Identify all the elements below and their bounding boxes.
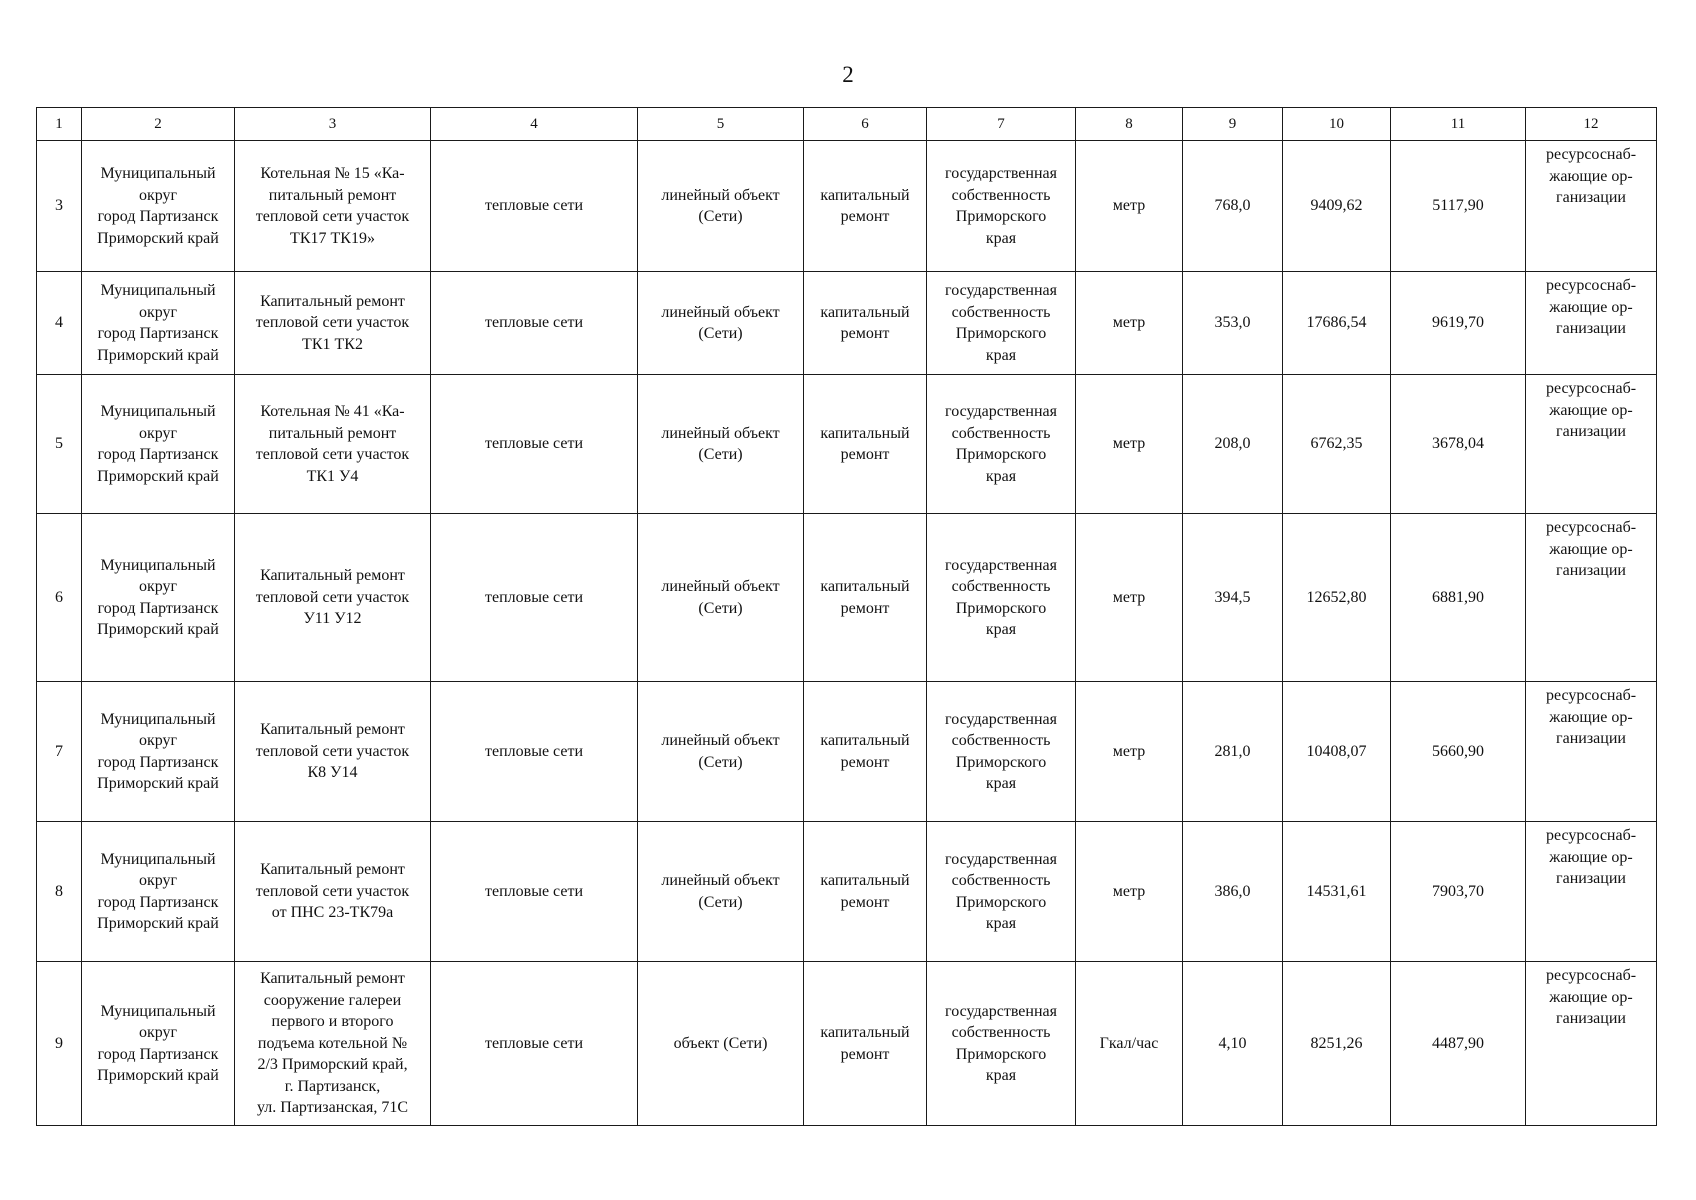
column-header: 10 — [1283, 108, 1391, 141]
unit-cell: метр — [1076, 682, 1183, 822]
unit-cell: метр — [1076, 822, 1183, 962]
row-number-cell: 7 — [37, 682, 82, 822]
object-kind-cell: линейный объект (Сети) — [638, 514, 804, 682]
network-type-cell: тепловые сети — [431, 141, 638, 272]
object-name-cell: Котельная № 41 «Ка- питальный ремонт тепловой сети участок ТК1 У4 — [235, 375, 431, 514]
executor-cell: ресурсоснаб- жающие ор- ганизации — [1526, 822, 1657, 962]
ownership-cell: государственная собственность Приморского края — [927, 962, 1076, 1126]
cost-total-cell: 9409,62 — [1283, 141, 1391, 272]
cost-total-cell: 6762,35 — [1283, 375, 1391, 514]
network-type-cell: тепловые сети — [431, 514, 638, 682]
network-type-cell: тепловые сети — [431, 682, 638, 822]
data-table — [36, 107, 1657, 1126]
object-name-cell: Капитальный ремонт тепловой сети участок от ПНС 23-ТК79а — [235, 822, 431, 962]
executor-cell: ресурсоснаб- жающие ор- ганизации — [1526, 514, 1657, 682]
cost-total-cell: 14531,61 — [1283, 822, 1391, 962]
column-header: 1 — [37, 108, 82, 141]
cost-part-cell: 5660,90 — [1391, 682, 1526, 822]
cost-total-cell: 12652,80 — [1283, 514, 1391, 682]
quantity-cell: 353,0 — [1183, 272, 1283, 375]
object-name-cell: Капитальный ремонт тепловой сети участок У11 У12 — [235, 514, 431, 682]
work-type-cell: капитальный ремонт — [804, 514, 927, 682]
municipality-cell: Муниципальный округ город Партизанск Приморский край — [82, 822, 235, 962]
object-name-cell: Капитальный ремонт тепловой сети участок ТК1 ТК2 — [235, 272, 431, 375]
work-type-cell: капитальный ремонт — [804, 141, 927, 272]
quantity-cell: 394,5 — [1183, 514, 1283, 682]
executor-cell: ресурсоснаб- жающие ор- ганизации — [1526, 375, 1657, 514]
network-type-cell: тепловые сети — [431, 272, 638, 375]
municipality-cell: Муниципальный округ город Партизанск Приморский край — [82, 514, 235, 682]
cost-part-cell: 5117,90 — [1391, 141, 1526, 272]
municipality-cell: Муниципальный округ город Партизанск Приморский край — [82, 962, 235, 1126]
column-header: 5 — [638, 108, 804, 141]
table-row — [37, 272, 1657, 375]
column-header: 7 — [927, 108, 1076, 141]
municipality-cell: Муниципальный округ город Партизанск Приморский край — [82, 375, 235, 514]
work-type-cell: капитальный ремонт — [804, 962, 927, 1126]
municipality-cell: Муниципальный округ город Партизанск Приморский край — [82, 682, 235, 822]
ownership-cell: государственная собственность Приморского края — [927, 822, 1076, 962]
quantity-cell: 4,10 — [1183, 962, 1283, 1126]
unit-cell: метр — [1076, 514, 1183, 682]
table-row — [37, 514, 1657, 682]
quantity-cell: 208,0 — [1183, 375, 1283, 514]
quantity-cell: 386,0 — [1183, 822, 1283, 962]
row-number-cell: 9 — [37, 962, 82, 1126]
column-header: 4 — [431, 108, 638, 141]
object-name-cell: Капитальный ремонт тепловой сети участок К8 У14 — [235, 682, 431, 822]
row-number-cell: 4 — [37, 272, 82, 375]
column-header: 2 — [82, 108, 235, 141]
column-header: 9 — [1183, 108, 1283, 141]
ownership-cell: государственная собственность Приморского края — [927, 272, 1076, 375]
unit-cell: Гкал/час — [1076, 962, 1183, 1126]
executor-cell: ресурсоснаб- жающие ор- ганизации — [1526, 682, 1657, 822]
ownership-cell: государственная собственность Приморского края — [927, 682, 1076, 822]
executor-cell: ресурсоснаб- жающие ор- ганизации — [1526, 962, 1657, 1126]
executor-cell: ресурсоснаб- жающие ор- ганизации — [1526, 272, 1657, 375]
municipality-cell: Муниципальный округ город Партизанск Приморский край — [82, 272, 235, 375]
page-number: 2 — [842, 62, 854, 87]
ownership-cell: государственная собственность Приморского края — [927, 514, 1076, 682]
unit-cell: метр — [1076, 272, 1183, 375]
network-type-cell: тепловые сети — [431, 822, 638, 962]
cost-part-cell: 6881,90 — [1391, 514, 1526, 682]
table-row — [37, 962, 1657, 1126]
cost-total-cell: 10408,07 — [1283, 682, 1391, 822]
executor-cell: ресурсоснаб- жающие ор- ганизации — [1526, 141, 1657, 272]
table-row — [37, 682, 1657, 822]
cost-total-cell: 17686,54 — [1283, 272, 1391, 375]
table-header-row — [37, 108, 1657, 141]
work-type-cell: капитальный ремонт — [804, 822, 927, 962]
cost-total-cell: 8251,26 — [1283, 962, 1391, 1126]
quantity-cell: 281,0 — [1183, 682, 1283, 822]
cost-part-cell: 7903,70 — [1391, 822, 1526, 962]
row-number-cell: 6 — [37, 514, 82, 682]
cost-part-cell: 3678,04 — [1391, 375, 1526, 514]
row-number-cell: 8 — [37, 822, 82, 962]
cost-part-cell: 9619,70 — [1391, 272, 1526, 375]
object-kind-cell: линейный объект (Сети) — [638, 141, 804, 272]
work-type-cell: капитальный ремонт — [804, 272, 927, 375]
municipality-cell: Муниципальный округ город Партизанск Приморский край — [82, 141, 235, 272]
object-kind-cell: линейный объект (Сети) — [638, 682, 804, 822]
quantity-cell: 768,0 — [1183, 141, 1283, 272]
row-number-cell: 5 — [37, 375, 82, 514]
column-header: 6 — [804, 108, 927, 141]
unit-cell: метр — [1076, 375, 1183, 514]
ownership-cell: государственная собственность Приморского края — [927, 141, 1076, 272]
table-row — [37, 822, 1657, 962]
column-header: 3 — [235, 108, 431, 141]
network-type-cell: тепловые сети — [431, 375, 638, 514]
column-header: 12 — [1526, 108, 1657, 141]
network-type-cell: тепловые сети — [431, 962, 638, 1126]
column-header: 8 — [1076, 108, 1183, 141]
object-kind-cell: объект (Сети) — [638, 962, 804, 1126]
table-row — [37, 141, 1657, 272]
object-kind-cell: линейный объект (Сети) — [638, 375, 804, 514]
work-type-cell: капитальный ремонт — [804, 682, 927, 822]
cost-part-cell: 4487,90 — [1391, 962, 1526, 1126]
object-kind-cell: линейный объект (Сети) — [638, 822, 804, 962]
row-number-cell: 3 — [37, 141, 82, 272]
object-name-cell: Капитальный ремонт сооружение галереи первого и второго подъема котельной № 2/3 Приморский край, г. Партизанск, ул. Партизанская, 71С — [235, 962, 431, 1126]
work-type-cell: капитальный ремонт — [804, 375, 927, 514]
ownership-cell: государственная собственность Приморского края — [927, 375, 1076, 514]
column-header: 11 — [1391, 108, 1526, 141]
object-name-cell: Котельная № 15 «Ка- питальный ремонт тепловой сети участок ТК17 ТК19» — [235, 141, 431, 272]
table-row — [37, 375, 1657, 514]
object-kind-cell: линейный объект (Сети) — [638, 272, 804, 375]
unit-cell: метр — [1076, 141, 1183, 272]
